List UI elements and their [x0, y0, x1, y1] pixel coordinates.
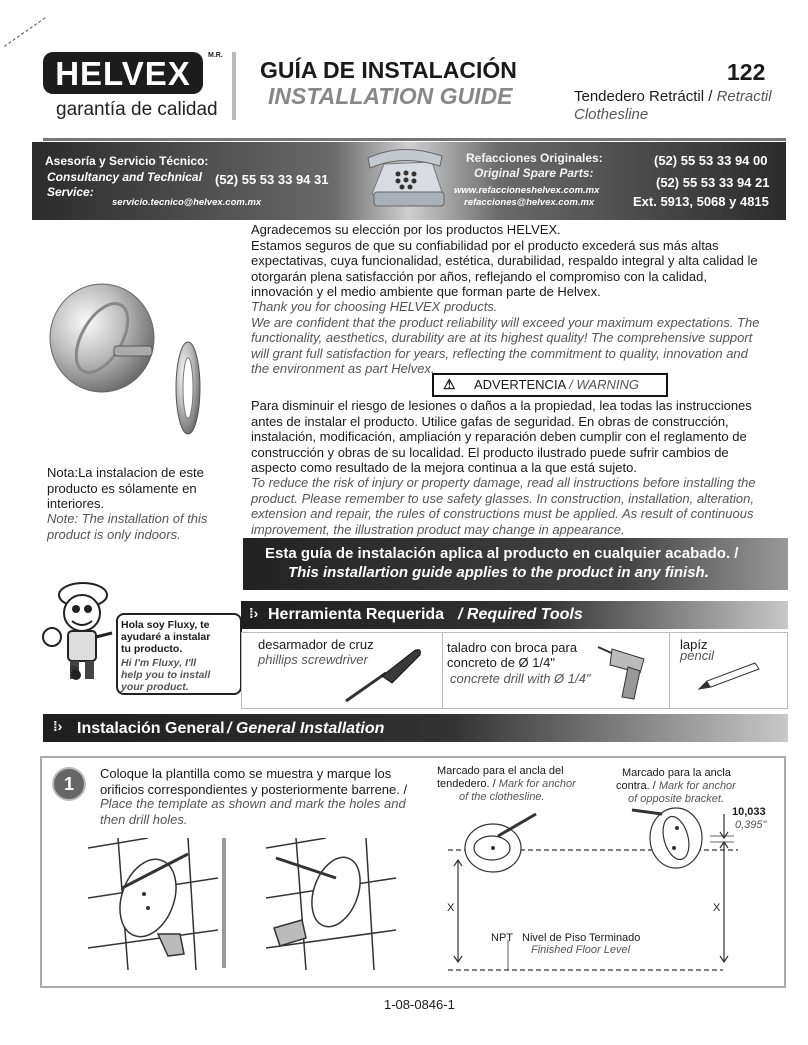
tool-pencil: lapíz pencil	[669, 633, 787, 708]
warning-triangle-icon: ⚠	[443, 376, 456, 392]
mark-opposite-label: Marcado para la ancla contra. / Mark for anchor of opposite bracket.	[616, 767, 736, 805]
intro-es: Agradecemos su elección por los productos HELVEX. Estamos seguros de que su confiabilidad por el producto excederá sus más altas expectativas, cuya funcionalidad, estética, durabilidad, respaldo integral y alta calidad le otorgarán plena satisfacción por años, reflejando el compromiso con la calidad, innovación y el medio ambiente que forman parte de Helvex.	[251, 222, 758, 299]
product-image	[44, 280, 204, 440]
warning-en: To reduce the risk of injury or property damage, read all instructions before installing the product. Please remember to use safety glasses. In construction, installation, alteration, extension and repair, the rules of constructions must be applied. As result of continuous improvement, the illustration product may change in appearance.	[251, 475, 756, 537]
tagline: garantía de calidad	[56, 99, 218, 120]
mark-clothesline-label: Marcado para el ancla del tendedero. / Mark for anchor of the clothesline.	[437, 765, 576, 803]
indoor-note-es: Nota:La instalacion de este producto es sólamente en interiores.	[47, 465, 204, 511]
document-code: 1-08-0846-1	[384, 997, 455, 1012]
sparkle-icon: ⁞›	[53, 718, 63, 734]
dimension-in: 0,395"	[735, 819, 767, 831]
wall-template-illustration-1	[88, 838, 218, 970]
product-name-en: Clothesline	[574, 106, 649, 123]
service-email[interactable]: servicio.tecnico@helvex.com.mx	[112, 197, 262, 208]
fluxy-speech-bubble: Hola soy Fluxy, te ayudaré a instalar tu producto. Hi I'm Fluxy, I'll help you to install your product.	[116, 613, 242, 695]
telephone-icon	[362, 144, 448, 218]
helvex-logo: HELVEX	[43, 52, 203, 94]
parts-web[interactable]: www.refaccioneshelvex.com.mx	[454, 185, 600, 196]
registered-mark: M.R.	[208, 52, 223, 59]
tool-screwdriver: desarmador de cruz phillips screwdriver	[242, 633, 443, 708]
tools-header: ⁞› Herramienta Requerida / Required Tools	[241, 601, 788, 629]
npt-label: NPT	[491, 932, 513, 944]
header-rule	[43, 138, 786, 141]
pencil-icon	[697, 659, 761, 691]
x-dimension-right: X	[713, 902, 721, 914]
model-number: 122	[727, 59, 766, 85]
title-en: INSTALLATION GUIDE	[268, 83, 513, 109]
warning-es: Para disminuir el riesgo de lesiones o daños a la propiedad, lea todas las instrucciones antes de instalar el producto. Utilice gafas de seguridad. En obras de construcción, instalación, modificación, ampliación y reparación deben cumplir con el reglamento de construcción y obras de su localidad. El producto ilustrado puede sufrir cambios de aspecto como resultado de la mejora continua a la que está sujeto.	[251, 398, 752, 475]
indoor-note-en: Note: The installation of this product is only indoors.	[47, 511, 208, 542]
general-installation-header: ⁞› Instalación General / General Installation	[43, 714, 788, 742]
parts-phone-1: (52) 55 53 33 94 00	[654, 153, 768, 168]
service-label-en: Consultancy and Technical	[47, 170, 202, 184]
product-name: Tendedero Retráctil / Retractil	[574, 88, 772, 105]
finish-banner: Esta guía de instalación aplica al producto en cualquier acabado. / This installartion guide applies to the product in any finish.	[243, 538, 788, 590]
tool-drill: taladro con broca para concreto de Ø 1/4" concrete drill with Ø 1/4"	[442, 633, 670, 708]
parts-ext: Ext. 5913, 5068 y 4815	[633, 194, 769, 209]
registered-symbol: ®	[70, 665, 79, 677]
header-divider	[232, 52, 236, 120]
service-phone: (52) 55 53 33 94 31	[215, 172, 329, 187]
dimension-mm: 10,033	[732, 806, 766, 818]
illustration-divider	[222, 838, 226, 968]
screwdriver-icon	[342, 643, 426, 705]
warning-box: ⚠ ADVERTENCIA / WARNING	[432, 373, 668, 397]
title-es: GUÍA DE INSTALACIÓN	[260, 57, 517, 83]
floor-level-es: Nivel de Piso Terminado	[522, 932, 641, 944]
parts-phone-2: (52) 55 53 33 94 21	[656, 175, 770, 190]
service-label-en-2: Service:	[47, 185, 94, 199]
step-number: 1	[52, 767, 86, 801]
sparkle-icon: ⁞›	[249, 605, 259, 621]
parts-label-en: Original Spare Parts:	[474, 166, 594, 180]
step-1-text-en: Place the template as shown and mark the holes and then drill holes.	[100, 796, 406, 827]
parts-label-es: Refacciones Originales:	[466, 151, 603, 165]
fluxy-mascot	[38, 575, 128, 690]
intro-en: Thank you for choosing HELVEX products. We are confident that the product reliability will exceed your maximum expectations. The functionality, aesthetics, durability are at its highest quality! The comprehensive support will grant full satisfaction for years, reflecting the commitment to quality, innovation and the environment as part Helvex.	[251, 299, 760, 376]
drill-icon	[594, 641, 664, 705]
step-1-text-es: Coloque la plantilla como se muestra y marque los orificios correspondientes y posteriormente barrene. /	[100, 766, 408, 797]
wall-template-illustration-2	[266, 838, 396, 970]
parts-email[interactable]: refacciones@helvex.com.mx	[464, 197, 595, 208]
floor-level-en: Finished Floor Level	[531, 944, 631, 956]
x-dimension-left: X	[447, 902, 455, 914]
tools-table	[241, 632, 788, 709]
cut-line	[4, 17, 46, 46]
service-label-es: Asesoría y Servicio Técnico:	[45, 154, 209, 168]
